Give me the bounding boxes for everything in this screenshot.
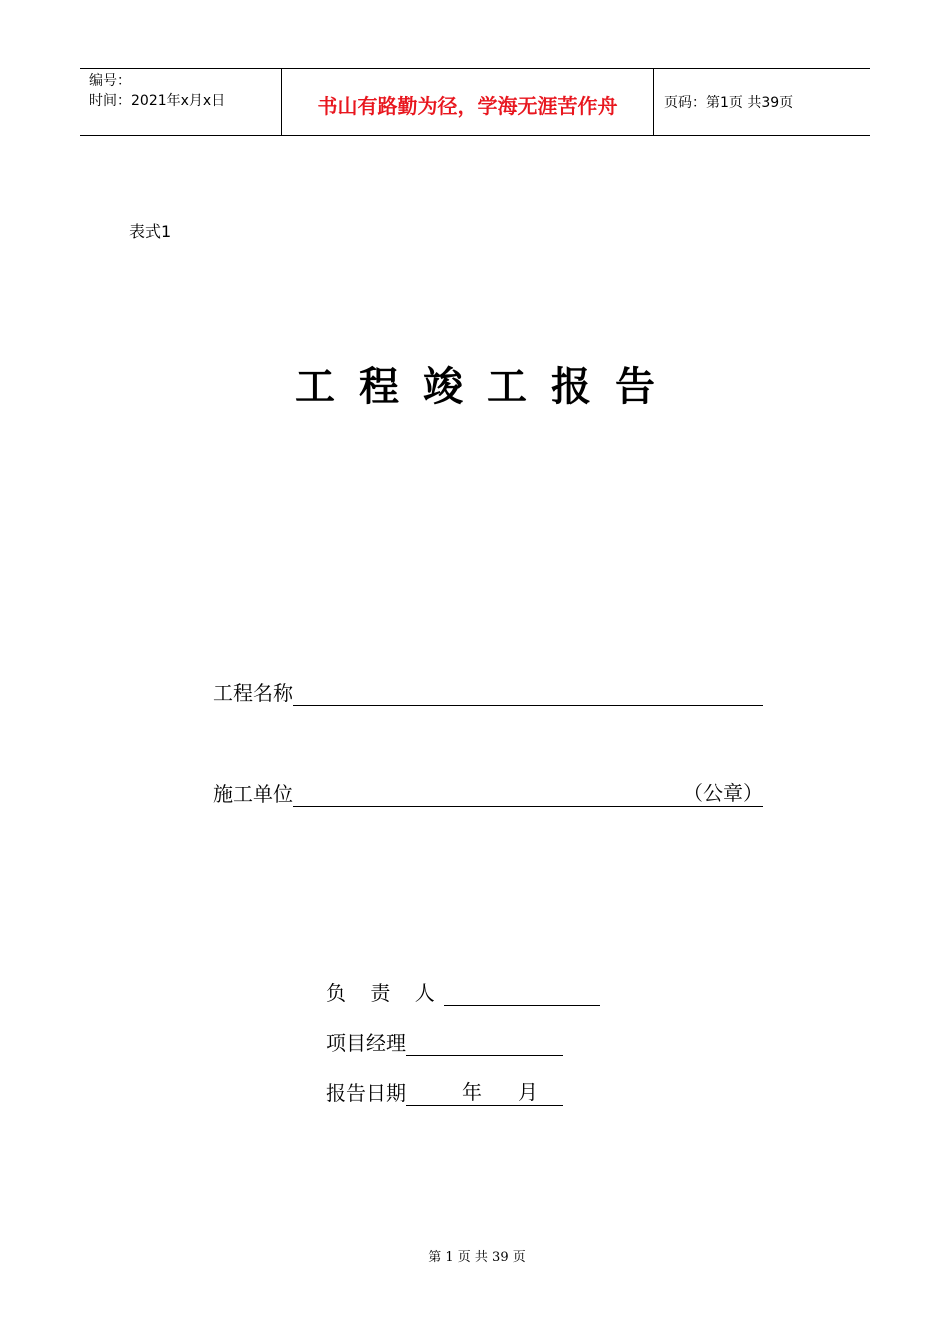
- page-info: 页码：第1页 共39页: [664, 95, 794, 111]
- person-in-charge-blank[interactable]: [444, 981, 600, 1006]
- project-name-label: 工程名称: [213, 681, 293, 705]
- header-motto-cell: [281, 69, 654, 135]
- year-label: 年: [462, 1080, 482, 1104]
- month-label: 月: [518, 1080, 538, 1104]
- project-manager-label: 项目经理: [326, 1031, 406, 1055]
- motto-text: 书山有路勤为径，学海无涯苦作舟: [317, 93, 618, 118]
- page-title: 工程竣工报告: [295, 364, 679, 410]
- project-manager-field: [326, 1027, 563, 1056]
- header-page-cell: [654, 69, 870, 135]
- header-meta-cell: [80, 69, 281, 135]
- time-label: 时间：2021年x月x日: [89, 93, 226, 109]
- seal-text: （公章）: [683, 781, 763, 805]
- contractor-field: [213, 778, 763, 807]
- report-date-blank[interactable]: [406, 1081, 563, 1106]
- contractor-label: 施工单位: [213, 782, 293, 806]
- person-in-charge-field: [326, 977, 600, 1006]
- report-date-label: 报告日期: [326, 1081, 406, 1105]
- contractor-blank[interactable]: [293, 782, 763, 807]
- report-date-field: [326, 1077, 563, 1106]
- form-number: 表式1: [129, 222, 172, 241]
- person-in-charge-label: 负 责 人: [326, 981, 444, 1005]
- document-header: [80, 68, 870, 136]
- project-manager-blank[interactable]: [406, 1031, 563, 1056]
- page-footer: 第 1 页 共 39 页: [428, 1250, 526, 1265]
- number-label: 编号：: [89, 73, 131, 89]
- project-name-field: [213, 677, 763, 706]
- project-name-blank[interactable]: [293, 681, 763, 706]
